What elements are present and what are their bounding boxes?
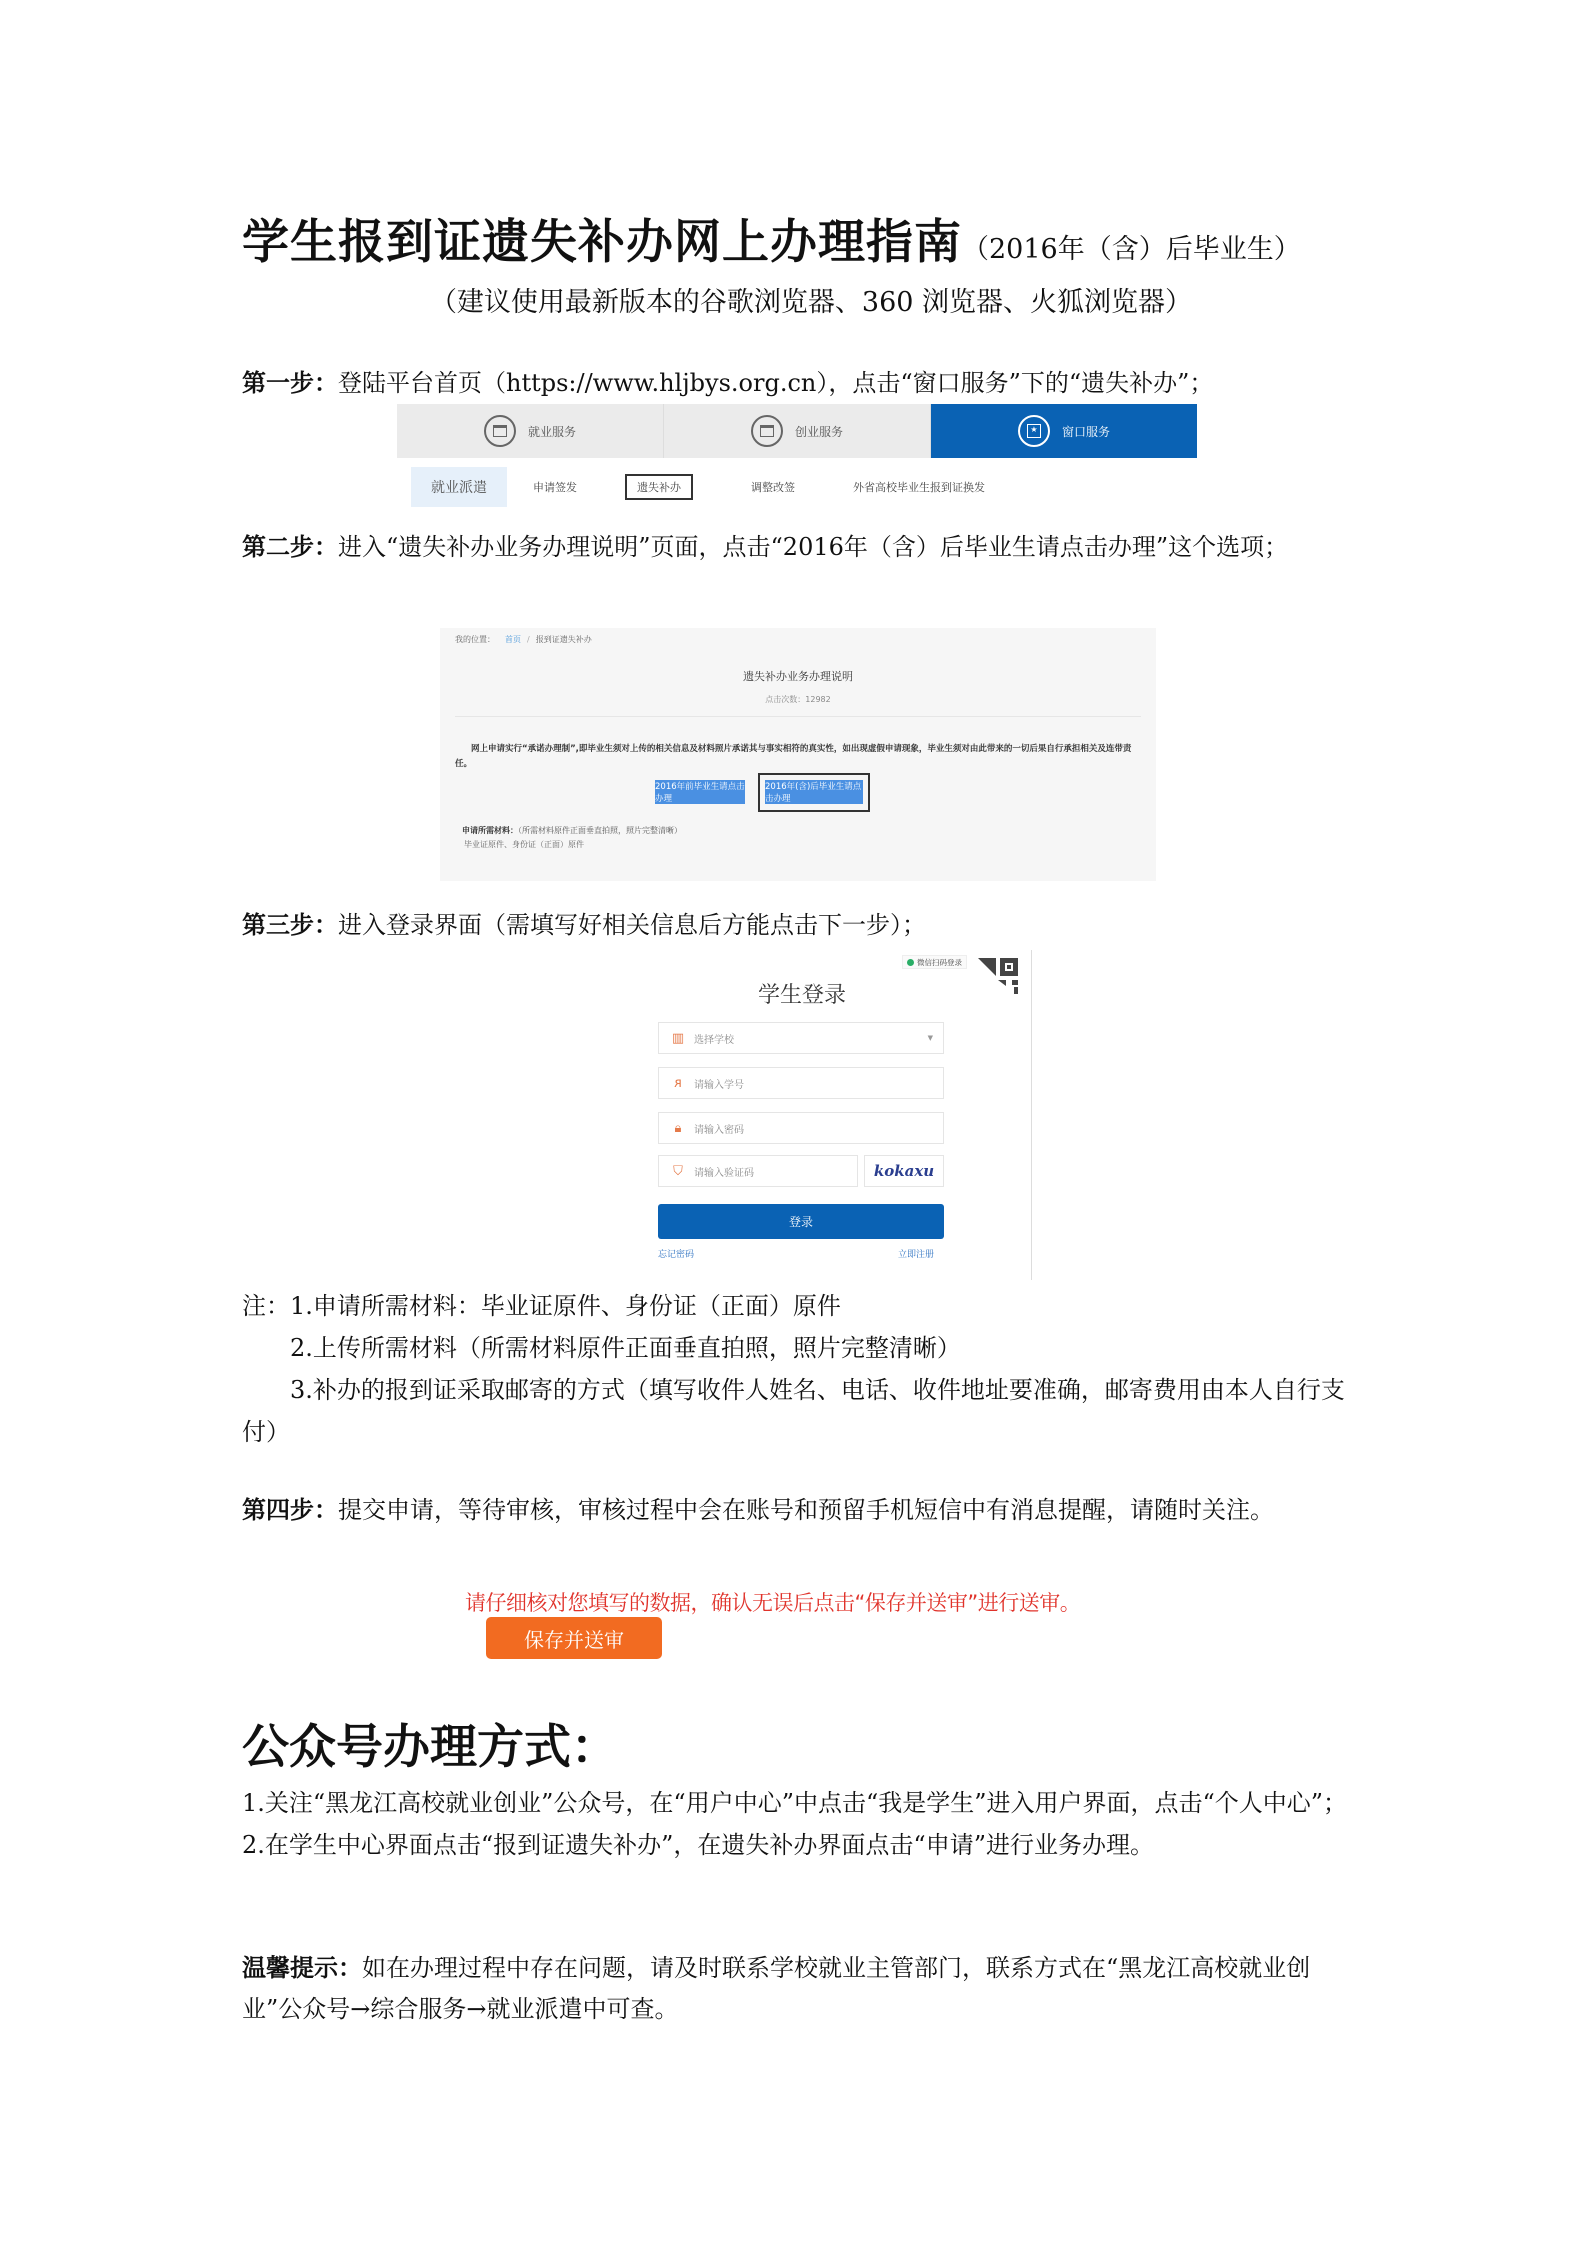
note-item: 付） (242, 1418, 290, 1446)
step4-text: 提交申请，等待审核，审核过程中会在账号和预留手机短信中有消息提醒，请随时关注。 (338, 1496, 1274, 1524)
subnav-item-lost-reissue[interactable]: 遗失补办 (625, 474, 693, 500)
calendar-icon (484, 415, 516, 447)
title-main: 学生报到证遗失补办网上办理指南 (242, 215, 962, 270)
step3-label: 第三步： (242, 911, 338, 939)
section-title: 公众号办理方式： (242, 1720, 618, 1775)
breadcrumb (455, 634, 592, 645)
notes-block (242, 1285, 1362, 1453)
step2-screenshot (440, 628, 1156, 881)
tab-label: 就业服务 (527, 424, 576, 439)
user-icon: ᴙ (674, 1075, 682, 1091)
save-and-submit-button[interactable]: 保存并送审 (486, 1617, 662, 1659)
pre-2016-button[interactable]: 2016年前毕业生请点击办理 (655, 782, 745, 804)
document-subtitle: （建议使用最新版本的谷歌浏览器、360 浏览器、火狐浏览器） (429, 287, 1193, 318)
post-2016-button[interactable]: 2016年(含)后毕业生请点击办理 (765, 782, 862, 804)
school-select[interactable] (658, 1022, 944, 1054)
tab-window-service[interactable] (931, 404, 1197, 458)
student-id-placeholder: 请输入学号 (694, 1079, 744, 1091)
divider (455, 716, 1141, 717)
step2-label: 第二步： (242, 533, 338, 561)
student-id-input[interactable] (658, 1067, 944, 1099)
tip-paragraph (242, 1948, 1362, 2030)
login-title: 学生登录 (757, 983, 846, 1008)
step4-label: 第四步： (242, 1496, 338, 1524)
materials-value: 毕业证原件、身份证（正面）原件 (464, 840, 584, 849)
shield-icon: ⛉ (673, 1163, 683, 1179)
wechat-icon (907, 959, 914, 966)
step1-label: 第一步： (242, 369, 338, 397)
captcha-placeholder: 请输入验证码 (694, 1167, 754, 1179)
main-nav (397, 404, 1197, 458)
step2-paragraph (242, 527, 1362, 568)
step4-paragraph (242, 1490, 1362, 1531)
sub-nav (397, 458, 1197, 516)
note-item (242, 1285, 1362, 1327)
page-title: 遗失补办业务办理说明 (743, 670, 853, 683)
breadcrumb-separator: / (527, 635, 530, 644)
lock-icon: 🔒︎ (674, 1120, 682, 1136)
subnav-current: 就业派遣 (411, 467, 507, 507)
step2-text: 进入“遗失补办业务办理说明”页面，点击“2016年（含）后毕业生请点击办理”这个选项； (338, 533, 1289, 561)
forgot-password-link[interactable]: 忘记密码 (658, 1250, 695, 1260)
login-button[interactable]: 登录 (658, 1204, 944, 1239)
tab-label: 窗口服务 (1061, 424, 1110, 439)
click-count: 点击次数：12982 (765, 695, 831, 704)
step3-text: 进入登录界面（需填写好相关信息后方能点击下一步）； (338, 911, 926, 939)
step3-paragraph (242, 905, 1362, 946)
note-item: 3.补办的报到证采取邮寄的方式（填写收件人姓名、电话、收件地址要准确，邮寄费用由本人自行支 (290, 1376, 1345, 1404)
tip-text: 如在办理过程中存在问题，请及时联系学校就业主管部门，联系方式在“黑龙江高校就业创业”公众号→综合服务→就业派遣中可查。 (242, 1954, 1311, 2023)
review-warning: 请仔细核对您填写的数据，确认无误后点击“保存并送审”进行送审。 (465, 1591, 1081, 1615)
materials-hint: （所需材料原件正面垂直拍照，照片完整清晰） (518, 826, 682, 835)
wechat-step-item: 2.在学生中心界面点击“报到证遗失补办”，在遗失补办界面点击“申请”进行业务办理。 (242, 1831, 1154, 1859)
materials-label (462, 825, 682, 836)
password-input[interactable] (658, 1112, 944, 1144)
subnav-item-exchange[interactable]: 外省高校毕业生报到证换发 (853, 481, 985, 494)
captcha-image[interactable]: kokaxu (864, 1155, 944, 1187)
step1-screenshot (397, 404, 1197, 516)
note-text: 1.申请所需材料：毕业证原件、身份证（正面）原件 (290, 1292, 841, 1320)
step3-screenshot (640, 950, 1032, 1280)
password-placeholder: 请输入密码 (694, 1124, 744, 1136)
calendar-icon (751, 415, 783, 447)
register-link[interactable]: 立即注册 (898, 1250, 935, 1260)
materials-label-bold: 申请所需材料： (462, 826, 518, 835)
breadcrumb-home[interactable]: 首页 (505, 635, 521, 644)
school-placeholder: 选择学校 (694, 1034, 734, 1046)
wechat-login-label: 微信扫码登录 (917, 957, 962, 967)
subnav-item-adjust[interactable]: 调整改签 (751, 481, 795, 494)
tab-label: 创业服务 (794, 424, 843, 439)
note-item: 2.上传所需材料（所需材料原件正面垂直拍照，照片完整清晰） (290, 1334, 961, 1362)
step1-paragraph (242, 363, 1362, 404)
wechat-login-badge[interactable] (902, 955, 967, 969)
subnav-item-apply[interactable]: 申请签发 (533, 481, 577, 494)
tab-entrepreneurship-service[interactable] (664, 404, 931, 458)
breadcrumb-current: 报到证遗失补办 (535, 635, 592, 644)
notes-prefix: 注： (242, 1292, 290, 1320)
wechat-step-item: 1.关注“黑龙江高校就业创业”公众号，在“用户中心”中点击“我是学生”进入用户界面，点击“个人中心”； (242, 1789, 1348, 1817)
notice-text: 网上申请实行“承诺办理制”,即毕业生须对上传的相关信息及材料照片承诺其与事实相符的真实性，如出现虚假申请现象，毕业生须对由此带来的一切后果自行承担相关及连带责任。 (455, 744, 1132, 769)
building-icon: ▥ (671, 1030, 685, 1046)
step1-text: 登陆平台首页（https://www.hljbys.org.cn），点击“窗口服务”下的“遗失补办”； (338, 369, 1214, 397)
star-badge-icon: ★ (1018, 415, 1050, 447)
captcha-input[interactable] (658, 1155, 858, 1187)
tip-label: 温馨提示： (242, 1954, 362, 1982)
title-suffix: （2016年（含）后毕业生） (962, 234, 1301, 265)
dropdown-caret-icon: ▼ (927, 1034, 933, 1042)
breadcrumb-prefix: 我的位置： (455, 635, 495, 644)
document-title (242, 205, 1301, 272)
tab-employment-service[interactable] (397, 404, 664, 458)
wechat-steps (242, 1782, 1362, 1866)
